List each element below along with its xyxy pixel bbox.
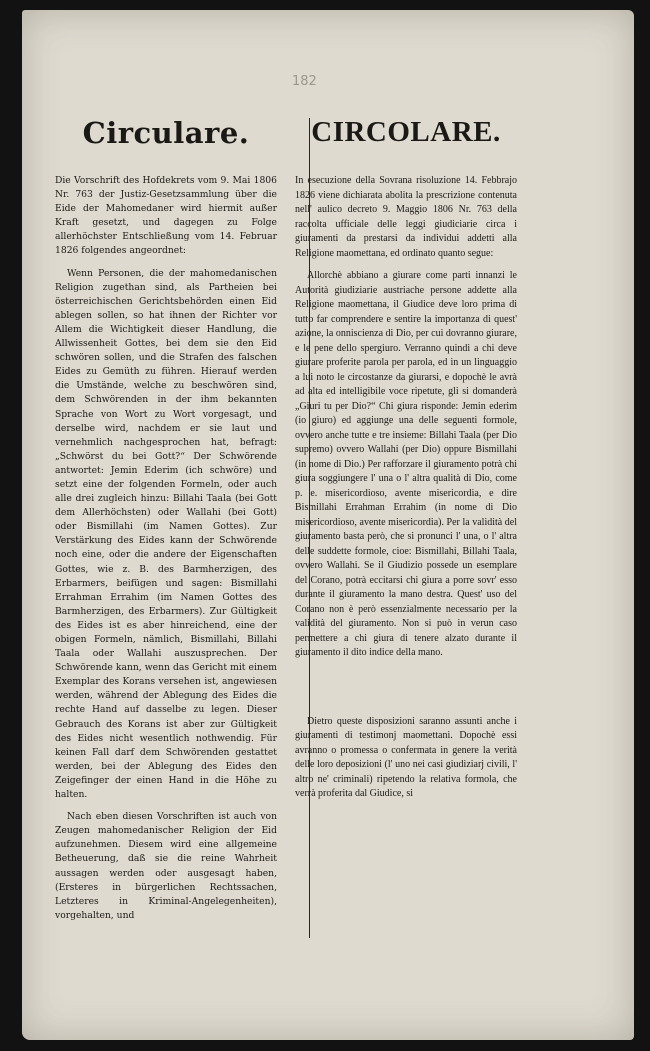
italian-paragraph-2: Allorchè abbiano a giurare come parti innanzi le Autorità giudiziarie austriache persone addette alla Religione maomettana, il Giudice deve loro prima di tutto far comprendere e sentire la importanza di quest' azione, la onniscienza di Dio, per cui dovranno giurare, e le pene dello spergiuro. Verranno quindi a chi deve giurare proferite parola per parola, ed in un linguaggio a lui noto le circostanze da giurarsi, e dopochè le avrà ad alta ed intelligibile voce ripetute, gli si domanderà „Giuri tu per Dio?“ Chi giura risponde: Jemin ederim (io giuro) ed aggiunge una delle seguenti formole, ovvero anche tutte e tre insieme: Billahi Taala (per Dio supremo) ovvero Wallahi (per Dio) oppure Bismillahi (in nome di Dio.) Per rafforzare il giuramento potrà chi giura soggiungere l' una o l' altra qualità di Dio, come p. e. misericordioso, avente misericordia, e dire Bismillahi Errahman Errahim (in nome di Dio misericordioso, avente misericordia). Per la validità del giuramento basta però, che si pronunci l' una, o l' altra delle suddette formole, cioe: Bismillahi, Billahi Taala, ovvero Wallahi. Se il Giudizio possede un esemplare del Corano, potrà eccitarsi chi giura a porre sovr' esso durante il giuramento la mano destra. Quest' uso del Corano non è però essenzialmente necessario per la validità del giuramento. Non si può in verun caso permettere a chi giura di tenere alzato durante il giuramento il dito indice della mano. <box>295 270 517 658</box>
german-paragraph-2: Wenn Personen, die der mahomedanischen Religion zugethan sind, als Partheien bei österreichischen Gerichtsbehörden einen Eid ablegen sollen, so hat ihnen der Richter vor Allem die Wichtigkeit dieser Handlung, die Allwissenheit Gottes, bei dem sie den Eid schwören sollen, und die Strafen des falschen Eides zu Gemüth zu führen. Hierauf werden die Umstände, welche zu beschwören sind, dem Schwörenden in der ihm bekannten Sprache von Wort zu Wort vorgesagt, und derselbe wird, nachdem er sie laut und vernehmlich nachgesprochen hat, befragt: „Schwörst du bei Gott?“ Der Schwörende antwortet: Jemin Ederim (ich schwöre) und setzt eine der folgenden Formeln, oder auch alle drei zugleich hinzu: Billahi Taala (bei Gott dem Allerhöchsten) oder Wallahi (bei Gott) oder Bismillahi (im Namen Gottes). Zur Verstärkung des Eides kann der Schwörende noch eine, oder die andere der Eigenschaften Gottes, wie z. B. des Barmherzigen, des Erbarmers, beifügen und sagen: Bismillahi Errahman Errahim (im Namen Gottes des Barmherzigen, des Erbarmers). Zur Gültigkeit des Eides ist es aber hinreichend, eine der obigen Formeln, nämlich, Bismillahi, Billahi Taala oder Wallahi auszusprechen. Der Schwörende kann, wenn das Gericht mit einem Exemplar des Korans versehen ist, angewiesen werden, während der Ablegung des Eides die rechte Hand auf dasselbe zu legen. Dieser Gebrauch des Korans ist aber zur Gültigkeit des Eides nicht wesentlich nothwendig. Für keinen Fall darf dem Schwörenden gestattet werden, bei der Ablegung des Eides den Zeigefinger der einen Hand in die Höhe zu halten. <box>55 267 277 801</box>
german-paragraph-1: Die Vorschrift des Hofdekrets vom 9. Mai 1806 Nr. 763 der Justiz-Gesetzsammlung über die Eide der Mahomedaner wird hiermit außer Kraft gesetzt, und dagegen zu Folge allerhöchster Entschließung vom 14. Februar 1826 folgendes angeordnet: <box>55 175 277 257</box>
italian-column <box>295 110 517 810</box>
german-paragraph-3: Nach eben diesen Vorschriften ist auch von Zeugen mahomedanischer Religion der Eid aufzunehmen. Diesem wird eine allgemeine Betheuerung, daß sie die reine Wahrheit aussagen werden oder ausgesagt haben, (Ersteres in bürgerlichen Rechtssachen, Letzteres in Kriminal-Angelegenheiten), vorgehalten, und <box>55 811 277 921</box>
italian-title: CIRCOLARE. <box>311 116 501 148</box>
german-column <box>55 110 277 931</box>
german-title: Circulare. <box>82 116 250 150</box>
pencil-annotation: 182 <box>292 74 317 89</box>
italian-paragraph-1: In esecuzione della Sovrana risoluzione 14. Febbrajo 1826 viene dichiarata abolita la prescrizione contenuta nell' aulico decreto 9. Maggio 1806 Nr. 763 della raccolta ufficiale delle leggi giudiciarie circa i giuramenti da prestarsi da individui addetti alla Religione maomettana, ed ordinato quanto segue: <box>295 175 517 259</box>
italian-paragraph-3: Dietro queste disposizioni saranno assunti anche i giuramenti di testimonj maomettani. Dopochè essi avranno o promessa o confermata in genere la verità delle loro deposizioni (l' uno nei casi giudiziarj civili, l' altro ne' criminali) ripetendo la relativa formola, che verrà proferita dal Giudice, si <box>295 715 517 799</box>
